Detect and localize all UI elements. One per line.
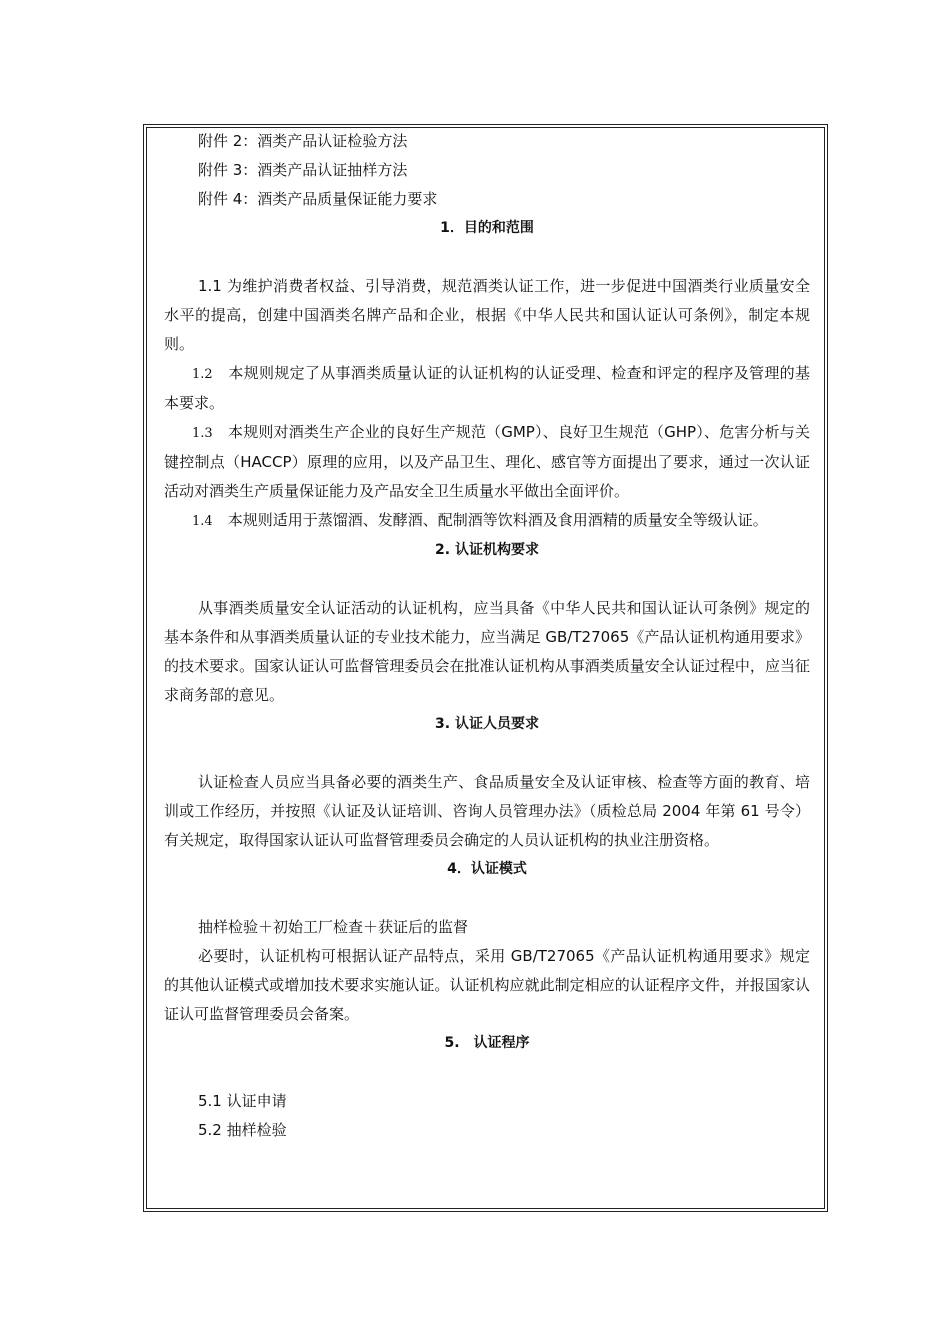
section-3-paragraph: 认证检查人员应当具备必要的酒类生产、食品质量安全及认证审核、检查等方面的教育、培训或工作经历，并按照《认证及认证培训、咨询人员管理办法》（质检总局 2004 年第 61 号令）有关规定，取得国家认证认可监督管理委员会确定的人员认证机构的执业注册资格。 [164, 773, 810, 849]
section-1-heading: 1．目的和范围 [440, 220, 534, 236]
section-4-heading: 4．认证模式 [447, 861, 527, 877]
section-4-paragraph: 必要时，认证机构可根据认证产品特点，采用 GB/T27065《产品认证机构通用要求》规定的其他认证模式或增加技术要求实施认证。认证机构应就此制定相应的认证程序文件，并报国家认证认可监督管理委员会备案。 [164, 947, 810, 1023]
document-body [164, 127, 810, 1145]
section-3-heading: 3. 认证人员要求 [435, 716, 539, 732]
item-5-2: 5.2 抽样检验 [198, 1121, 287, 1139]
section-2-heading: 2. 认证机构要求 [435, 542, 539, 558]
attachment-3: 附件 3：酒类产品认证抽样方法 [198, 161, 408, 179]
clause-number: 1.3 [192, 426, 213, 441]
clause-text: 本规则对酒类生产企业的良好生产规范（GMP）、良好卫生规范（GHP）、危害分析与关键控制点（HACCP）原理的应用，以及产品卫生、理化、感官等方面提出了要求，通过一次认证活动对酒类生产质量保证能力及产品安全卫生质量水平做出全面评价。 [164, 423, 810, 500]
clause-text: 本规则适用于蒸馏酒、发酵酒、配制酒等饮料酒及食用酒精的质量安全等级认证。 [227, 511, 768, 529]
clause-1-1: 1.1 为维护消费者权益、引导消费，规范酒类认证工作，进一步促进中国酒类行业质量安全水平的提高，创建中国酒类名牌产品和企业，根据《中华人民共和国认证认可条例》，制定本规则。 [164, 277, 810, 353]
item-5-1: 5.1 认证申请 [198, 1092, 287, 1110]
clause-1-4 [164, 506, 810, 536]
attachment-4: 附件 4：酒类产品质量保证能力要求 [198, 190, 438, 208]
clause-1-3 [164, 418, 810, 506]
attachment-2: 附件 2：酒类产品认证检验方法 [198, 132, 408, 150]
clause-1-2 [164, 359, 810, 418]
certification-mode: 抽样检验＋初始工厂检查＋获证后的监督 [198, 918, 469, 936]
clause-number: 1.2 [192, 367, 213, 382]
section-5-heading: 5. 认证程序 [444, 1035, 530, 1051]
clause-number: 1.4 [192, 514, 213, 529]
clause-text: 本规则规定了从事酒类质量认证的认证机构的认证受理、检查和评定的程序及管理的基本要求。 [164, 364, 810, 412]
section-2-paragraph: 从事酒类质量安全认证活动的认证机构，应当具备《中华人民共和国认证认可条例》规定的基本条件和从事酒类质量认证的专业技术能力，应当满足 GB/T27065《产品认证机构通用要求》的技术要求。国家认证认可监督管理委员会在批准认证机构从事酒类质量安全认证过程中，应当征求商务部的意见。 [164, 599, 810, 704]
